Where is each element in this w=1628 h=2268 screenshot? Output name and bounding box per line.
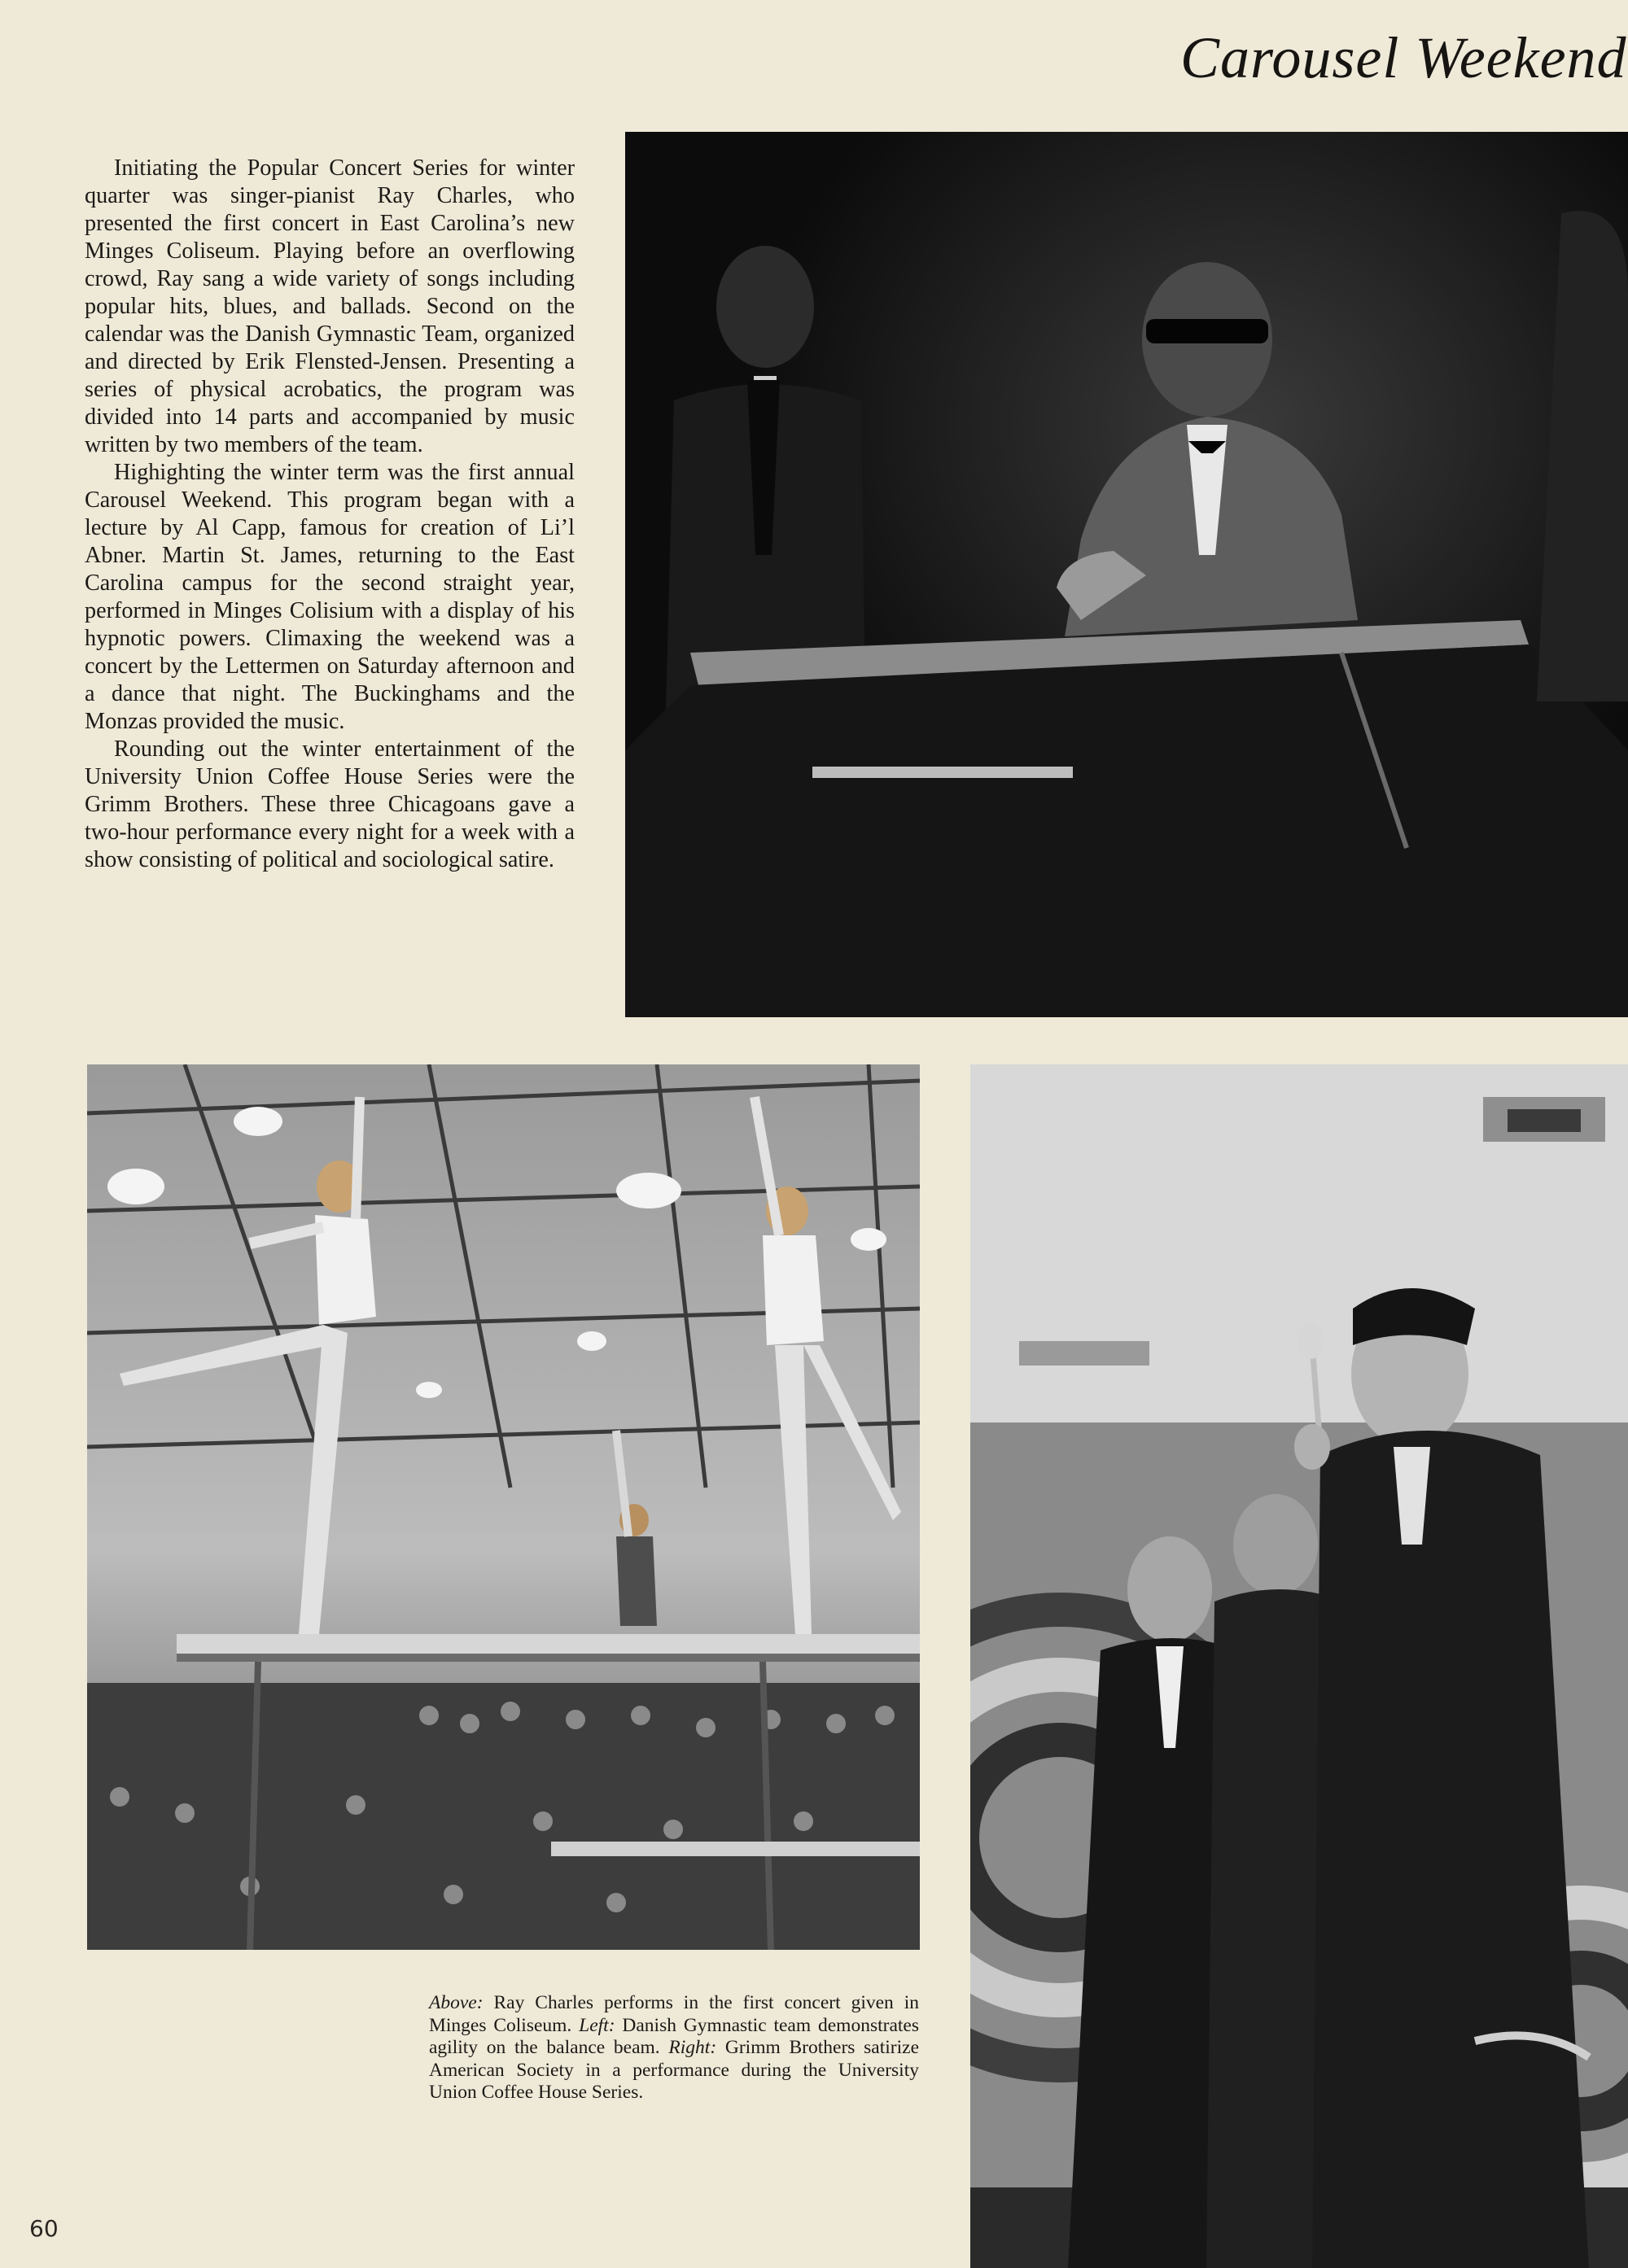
photo-grimm-brothers (970, 1064, 1628, 2268)
caption-text-left: Danish Gymnastic team demonstrates agility on the balance beam. (429, 2014, 919, 2058)
article-paragraph-1: Initiating the Popular Concert Series for winter quarter was singer-pianist Ray Charles, who presented the first concert in East Carolina’s new Minges Coliseum. Playing before an overflowing crowd, Ray sang a wide variety of songs including popular hits, blues, and ballads. Second on the calendar was the Danish Gymnastic Team, organized and directed by Erik Flensted-Jensen. Presenting a series of physical acrobatics, the program was divided into 14 parts and accompanied by music written by two members of the team. (85, 155, 575, 457)
caption-text-right: Grimm Brothers satirize American Society in a performance during the University Union Coffee House Series. (429, 2037, 919, 2103)
photo-caption (429, 1992, 919, 2104)
caption-label-above: Above: (429, 1992, 484, 2013)
photo-ray-charles (625, 132, 1628, 1017)
page-title: Carousel Weekend (1180, 25, 1627, 90)
photo-gymnastic-team (87, 1064, 920, 1950)
article-body (85, 155, 575, 874)
article-paragraph-2: Highighting the winter term was the first annual Carousel Weekend. This program began with a lecture by Al Capp, famous for creation of Li’l Abner. Martin St. James, returning to the East Carolina campus for the second straight year, performed in Minges Colisium with a display of his hypnotic powers. Climaxing the weekend was a concert by the Lettermen on Saturday afternoon and a dance that night. The Buckinghams and the Monzas provided the music. (85, 460, 575, 734)
article-paragraph-3: Rounding out the winter entertainment of the University Union Coffee House Series were the Grimm Brothers. These three Chicagoans gave a two-hour performance every night for a week with a show consisting of political and sociological satire. (85, 736, 575, 872)
caption-label-right: Right: (668, 2037, 717, 2058)
caption-label-left: Left: (579, 2014, 615, 2036)
caption-text-above: Ray Charles performs in the first concert given in Minges Coliseum. (429, 1992, 919, 2036)
page-number: 60 (29, 2215, 59, 2242)
